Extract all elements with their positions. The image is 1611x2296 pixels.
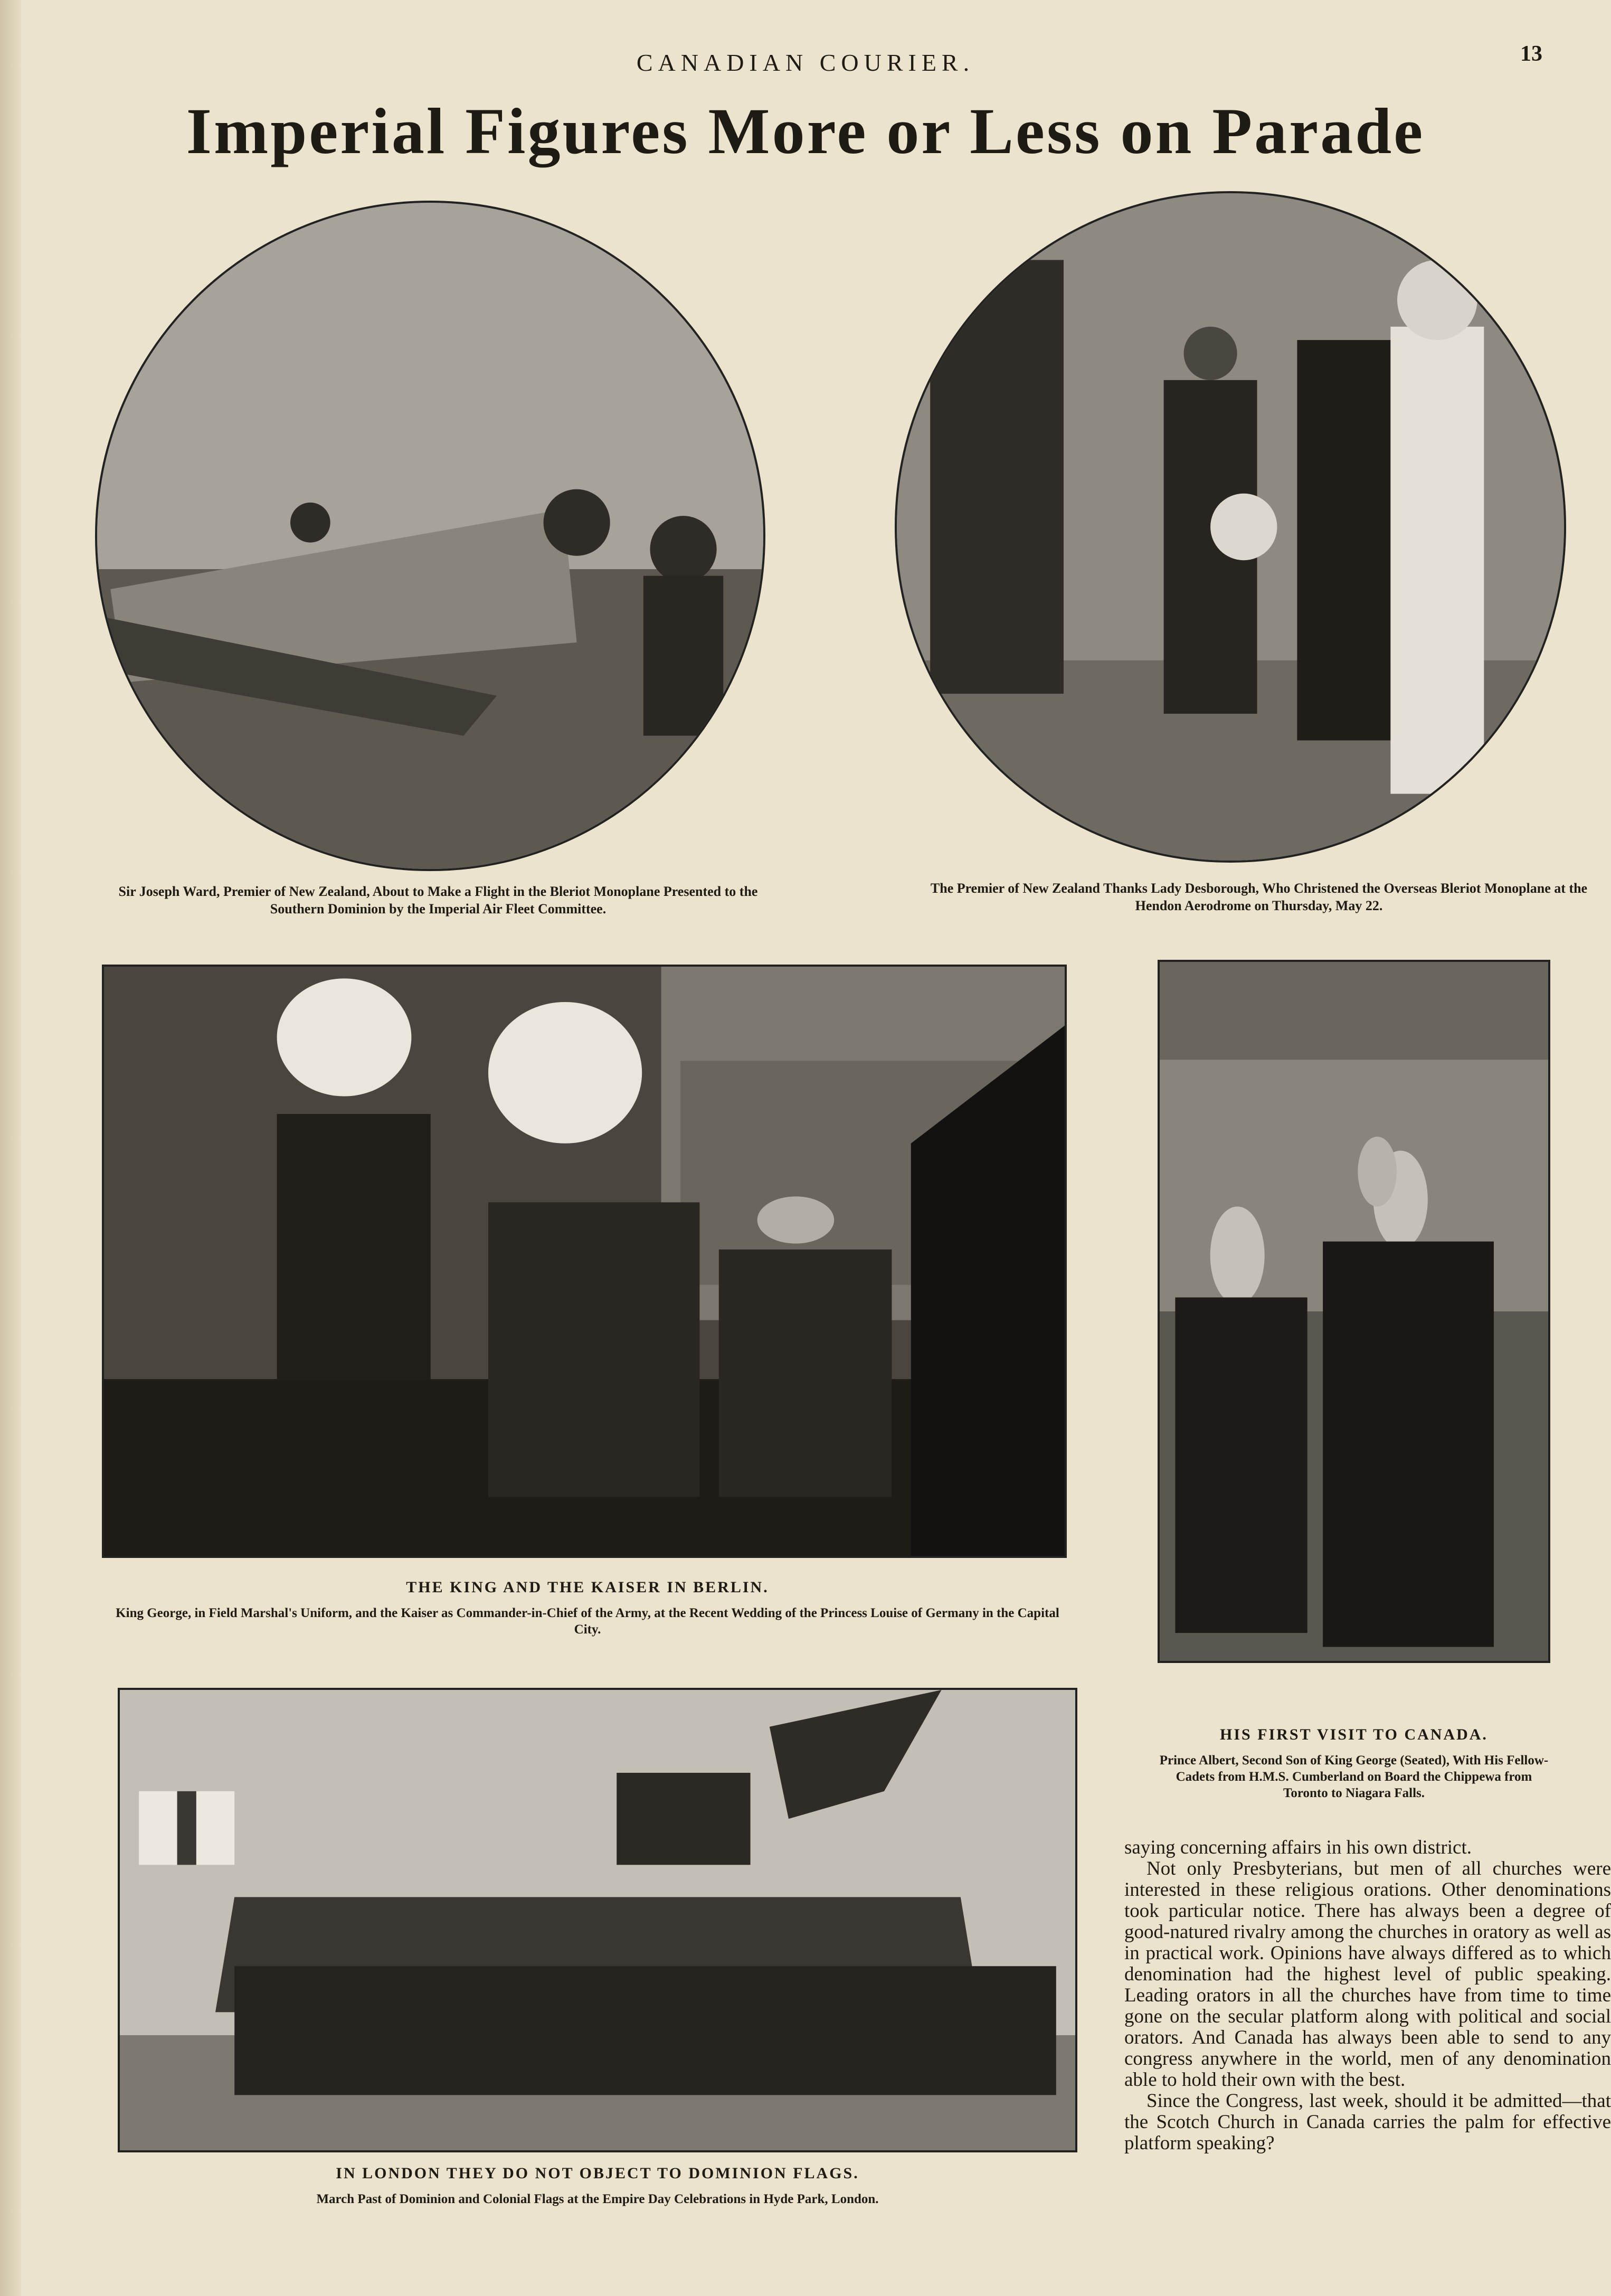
photo-plane-flight xyxy=(95,201,765,871)
caption-king-kaiser xyxy=(102,1577,1073,1638)
photo-king-kaiser-image xyxy=(104,967,1065,1556)
binding-gutter xyxy=(0,0,21,2296)
photo-prince-albert xyxy=(1158,960,1550,1663)
photo-lady-desborough xyxy=(895,191,1566,863)
masthead: CANADIAN COURIER. xyxy=(636,49,975,76)
caption-plane xyxy=(100,883,776,918)
caption-king-kaiser-title: THE KING AND THE KAISER IN BERLIN. xyxy=(406,1579,769,1596)
article-column xyxy=(1124,1837,1611,2154)
photo-king-and-kaiser xyxy=(102,965,1067,1558)
caption-desborough xyxy=(911,880,1607,914)
page-number: 13 xyxy=(1520,42,1542,66)
caption-plane-text: Sir Joseph Ward, Premier of New Zealand, About to Make a Flight in the Bleriot Monoplane Presented to the Southern Dominion by the Imperial Air Fleet Committee. xyxy=(118,884,758,916)
caption-prince-albert-text: Prince Albert, Second Son of King George (Seated), With His Fellow-Cadets from H.M.S. Cumberland on Board the Chippewa from Toronto to Niagara Falls. xyxy=(1159,1753,1549,1800)
photo-plane-image xyxy=(97,203,763,869)
headline: Imperial Figures More or Less on Parade xyxy=(186,95,1425,167)
caption-flags-text: March Past of Dominion and Colonial Flags at the Empire Day Celebrations in Hyde Park, London. xyxy=(316,2191,879,2206)
caption-king-kaiser-text: King George, in Field Marshal's Uniform, and the Kaiser as Commander-in-Chief of the Army, at the Recent Wedding of the Princess Louise of Germany in the Capital City. xyxy=(116,1605,1059,1637)
article-paragraph: Since the Congress, last week, should it be admitted—that the Scotch Church in Canada carries the palm for effective platform speaking? xyxy=(1124,2090,1611,2154)
caption-flags-title: IN LONDON THEY DO NOT OBJECT TO DOMINION FLAGS. xyxy=(336,2165,859,2182)
photo-desborough-image xyxy=(897,193,1564,861)
photo-prince-albert-image xyxy=(1160,962,1548,1661)
article-paragraph: saying concerning affairs in his own district. xyxy=(1124,1837,1472,1858)
caption-prince-albert xyxy=(1158,1725,1550,1801)
caption-flags xyxy=(118,2163,1077,2207)
photo-dominion-flags xyxy=(118,1688,1077,2152)
article-paragraph: Not only Presbyterians, but men of all churches were interested in these religious orations. Other denominations took particular notice. There has always been a degree of good-natured rivalry among the churches in oratory as well as in practical work. Opinions have always differed as to which denomination had the highest level of public speaking. Leading orators in all the churches have from time to time gone on the secular platform along with political and social orators. And Canada has always been able to send to any congress anywhere in the world, men of any denomination able to hold their own with the best. xyxy=(1124,1858,1611,2091)
caption-prince-albert-title: HIS FIRST VISIT TO CANADA. xyxy=(1220,1726,1488,1743)
caption-desborough-text: The Premier of New Zealand Thanks Lady Desborough, Who Christened the Overseas Bleriot Monoplane at the Hendon Aerodrome on Thursday, May 22. xyxy=(930,881,1588,913)
photo-flags-image xyxy=(120,1690,1075,2150)
